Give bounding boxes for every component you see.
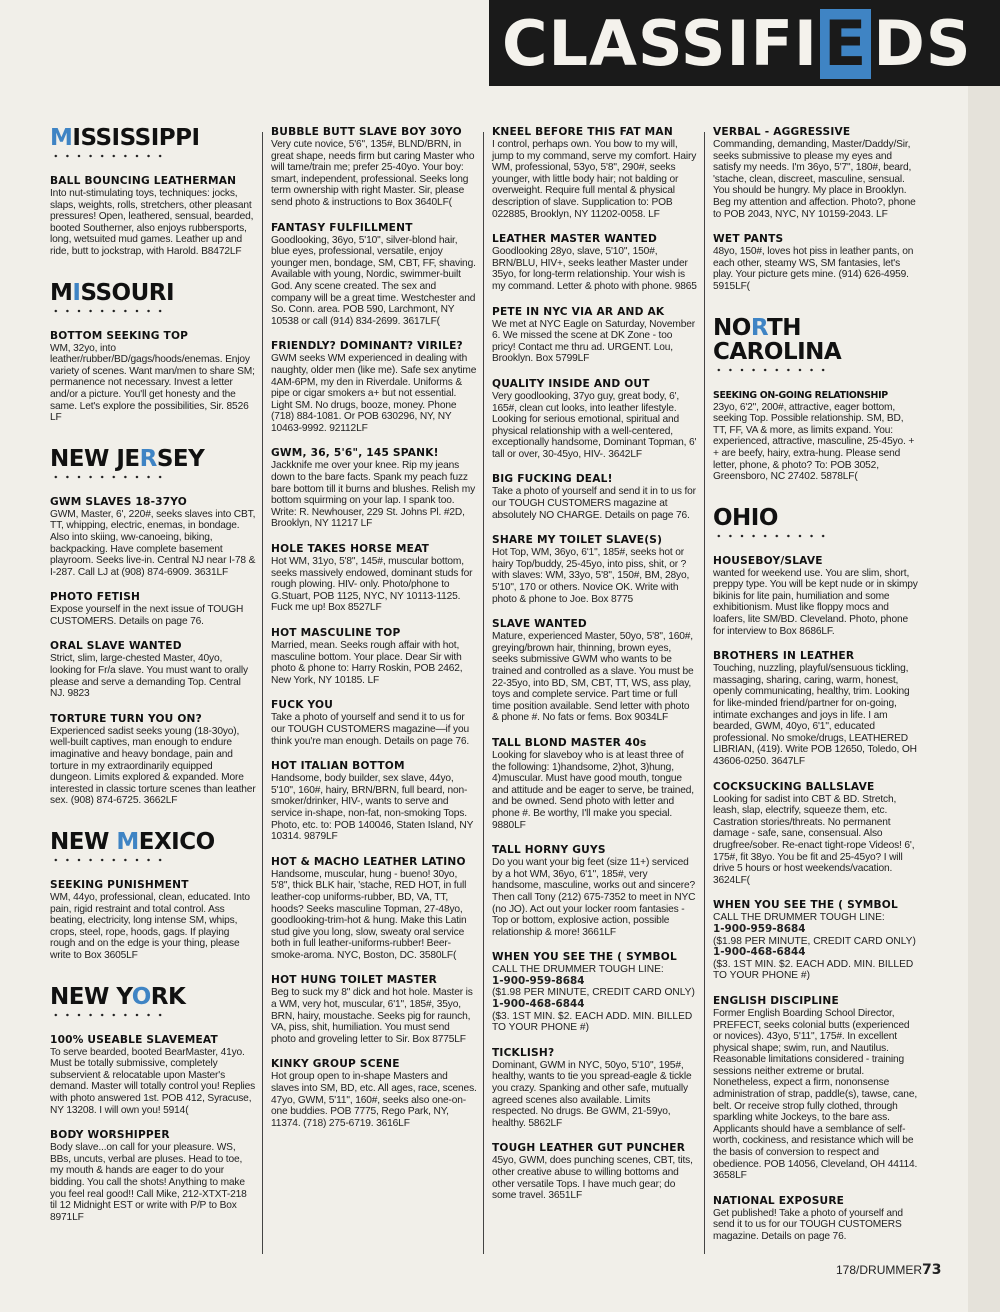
ad-body: We met at NYC Eagle on Saturday, November 6. We missed the scene at DK Zone - too pricy! Contact me thru ad. URGENT. Lou, Brooklyn. Box 5799LF xyxy=(492,318,695,365)
classified-ad xyxy=(271,1058,477,1129)
state-heading-part: M xyxy=(116,829,139,855)
phone-number: 1-900-959-8684 xyxy=(492,974,585,987)
ad-body: Strict, slim, large-chested Master, 40yo, looking for Fr/a slave. You must want to orally please and serve a demanding Top. Central NJ. 9823 xyxy=(50,653,248,700)
classified-ad xyxy=(271,856,477,962)
ad-headline: VERBAL - AGGRESSIVE xyxy=(713,126,851,138)
classified-ad xyxy=(492,378,698,461)
classified-ad xyxy=(50,175,256,258)
ad-body: Handsome, muscular, hung - bueno! 30yo, 5'8", thick BLK hair, 'stache, RED HOT, in full leather-cop uniforms-rubber, BD, VA, TT, hoods? Seeks masculine Topman, 27-48yo, goodlooking-trim-hot & hung. Make this Latin stud give you long, slow, sweaty oral service both in full leather-uniforms-rubber! Beer-smoke-aroma. NYC, Boston, DC. 3580LF( xyxy=(271,868,467,961)
classified-ad xyxy=(713,233,919,292)
state-heading-part: R xyxy=(750,314,767,341)
column-1 xyxy=(50,126,256,1236)
ad-headline: 100% USEABLE SLAVEMEAT xyxy=(50,1033,218,1046)
ad-headline: TOUGH LEATHER GUT PUNCHER xyxy=(492,1142,686,1155)
ad-headline: ENGLISH DISCIPLINE xyxy=(713,994,839,1007)
classified-ad xyxy=(713,389,919,483)
ad-headline: KNEEL BEFORE THIS FAT MAN xyxy=(492,126,673,138)
ad-headline: HOT HUNG TOILET MASTER xyxy=(271,974,437,987)
banner-letters: DS xyxy=(873,7,972,80)
classified-ad xyxy=(492,473,698,521)
ad-body: Jackknife me over your knee. Rip my jeans down to the bare facts. Spank my peach fuzz bare bottom till it burns and blushes. Relish my bottom squirming on your lap. I spank too. Write: R. Newhouser, 229 St. Johns Pl. #2D, Brooklyn, NY 11217 LF xyxy=(271,460,476,530)
classified-ad xyxy=(271,627,477,686)
ad-body: Handsome, body builder, sex slave, 44yo, 5'10", 160#, hairy, BRN/BRN, full beard, non-smoker/drinker, HIV-, wants to serve and service in-shape, non-fat, non-smoking Tops. Photo, etc. to: POB 140046, Staten Island, NY 10314. 9879LF xyxy=(271,773,474,843)
classified-ad xyxy=(271,760,477,843)
state-heading-part: NO xyxy=(713,314,751,341)
dot-rule xyxy=(50,857,166,863)
classified-ad xyxy=(492,1142,698,1201)
ad-headline: FUCK YOU xyxy=(271,699,334,712)
ad-headline: QUALITY INSIDE AND OUT xyxy=(492,377,650,390)
classified-ad xyxy=(713,555,919,638)
ad-body: GWM seeks WM experienced in dealing with naughty, older men (like me). Safe sex anytime 4AM-6PM, my den in Riverdale. Uniforms & pipe or cigar smokers a+ but not essential. Light SM. No drugs, booze, money. Phone (718) 884-1081. Or POB 630296, NY, NY 10463-9992. 92112LF xyxy=(271,353,477,434)
ad-body: WM, 32yo, into leather/rubber/BD/gags/hoods/enemas. Enjoy variety of scenes. Want man/men to share SM; permanence not necessary. Invest a letter and/or a picture. You'll get honesty and the same. Let's explore the possibilities, Sir. 8526 LF xyxy=(50,342,255,424)
ad-headline: TALL HORNY GUYS xyxy=(492,844,606,857)
classified-ad xyxy=(492,306,698,365)
phone-line-notice xyxy=(713,899,919,982)
ad-body: GWM, Master, 6', 220#, seeks slaves into CBT, TT, whipping, electric, enemas, in bondage. Also into skiing, ww-canoeing, biking, backpacking. Have complete basement playroom. Seeks live-in. Central NJ near I-78 & I-287. Call LJ at (908) 874-6909. 3631LF xyxy=(50,508,256,578)
page-edge xyxy=(968,86,1000,1312)
ad-headline: FRIENDLY? DOMINANT? VIRILE? xyxy=(271,340,463,353)
ad-headline: HOT ITALIAN BOTTOM xyxy=(271,760,405,773)
ad-body: Experienced sadist seeks young (18-30yo), well-built captives, man enough to endure imaginative and heavy bondage, pain and torture in my extraordinarily equipped dungeon. Limits explored & expanded. More interested in classic torture scenes than leather sex. (908) 874-6725. 3662LF xyxy=(50,725,256,807)
ad-headline: KINKY GROUP SCENE xyxy=(271,1058,400,1071)
classified-ad xyxy=(713,650,919,767)
ad-body: I control, perhaps own. You bow to my will, jump to my command, serve my comfort. Hairy WM, professional, 53yo, 5'8", 290#, seeks younger, with little body hair; not balding or overweight. Require full mental & physical description of slave. Supplication to: POB 022885, Brooklyn, NY 11202-0058. LF xyxy=(492,139,697,220)
state-heading xyxy=(50,281,256,305)
classified-ad xyxy=(492,126,698,220)
phone-rate: ($1.98 PER MINUTE, CREDIT CARD ONLY) xyxy=(713,935,916,947)
state-heading xyxy=(50,830,256,854)
classifieds-title xyxy=(502,6,972,82)
phone-rate: ($3. 1ST MIN. $2. EACH ADD. MIN. BILLED TO YOUR PHONE #) xyxy=(713,958,914,982)
ad-headline: BUBBLE BUTT SLAVE BOY 30YO xyxy=(271,126,462,138)
classified-ad xyxy=(271,974,477,1045)
classified-ad xyxy=(271,447,477,530)
classified-ad xyxy=(50,879,256,962)
dot-rule xyxy=(50,474,166,480)
state-heading-part: NEW Y xyxy=(50,983,132,1010)
ad-headline: SLAVE WANTED xyxy=(492,618,587,631)
ad-headline: NATIONAL EXPOSURE xyxy=(713,1194,845,1207)
notice-intro: CALL THE DRUMMER TOUGH LINE: xyxy=(492,964,664,976)
state-heading xyxy=(50,985,256,1009)
ad-body: Hot WM, 31yo, 5'8", 145#, muscular bottom, seeks massively endowed, dominant studs for rough plowing. HIV- only. Photo/phone to G.Stuart, POB 1125, NYC, NY 10113-1125. Fuck me up! Box 8527LF xyxy=(271,556,473,614)
ad-body: Dominant, GWM in NYC, 50yo, 5'10", 195#, healthy, wants to tie you spread-eagle & tickle you crazy. Spanking and other safe, mutually agreed scenes also available. Limits respected. No drugs. Be GWM, 21-59yo, healthy. 5862LF xyxy=(492,1059,692,1129)
column-4 xyxy=(713,126,919,1256)
page-folio xyxy=(836,1262,942,1278)
ad-body: Very cute novice, 5'6", 135#, BLND/BRN, in great shape, needs firm but caring Master who will tame/train me; prefer 25-40yo. Your boy: smart, independent, professional. Seeks long term ownership with right Master. Sir, please send photo & instructions to Box 3640LF( xyxy=(271,139,475,208)
state-heading xyxy=(713,316,919,364)
ad-body: Expose yourself in the next issue of TOUGH CUSTOMERS. Details on page 76. xyxy=(50,604,244,627)
ad-headline: WET PANTS xyxy=(713,233,784,246)
ad-headline: BROTHERS IN LEATHER xyxy=(713,650,855,663)
state-heading-part: O xyxy=(131,983,151,1010)
ad-body: Commanding, demanding, Master/Daddy/Sir, seeks submissive to please my eyes and satisfy my needs. I'm 36yo, 5'7", 180#, beard, 'stache, clean, discreet, masculine, sensual. You should be hungry. My place in Brooklyn. Beg my attention and affection. Photo?, phone to POB 2043, NYC, NY 10159-2043. LF xyxy=(713,139,916,220)
column-3 xyxy=(492,126,698,1215)
state-heading-part: NEW JE xyxy=(50,445,140,472)
ad-headline: BOTTOM SEEKING TOP xyxy=(50,329,189,342)
state-heading-part: M xyxy=(50,279,73,306)
ad-body: 23yo, 6'2", 200#, attractive, eager bottom, seeking Top. Possible relationship. SM, BD, TT, FF, VA & more, as limits expand. You: experienced, attractive, masculine, 25-45yo. + + are beefy, hairy, extra-hung. Please send letter, phone, & photo? To: POB 3052, Greensboro, NC 27402. 5878LF( xyxy=(713,401,915,483)
classified-ad xyxy=(492,618,698,724)
ad-headline: BIG FUCKING DEAL! xyxy=(492,473,613,486)
ad-body: 45yo, GWM, does punching scenes, CBT, tits, other creative abuse to willing bottoms and other versatile Tops. I have much gear; do some travel. 3651LF xyxy=(492,1155,693,1202)
ad-headline: COCKSUCKING BALLSLAVE xyxy=(713,780,875,793)
classified-ad xyxy=(50,330,256,424)
state-heading-part: M xyxy=(50,125,73,151)
ad-body: Beg to suck my 8" dick and hot hole. Master is a WM, very hot, muscular, 6'1", 185#, 35yo, BRN, hairy, moustache. Seeks pig for raunch, VA, piss, shit, humiliation. You must send photo and groveling letter to Sir. Box 8775LF xyxy=(271,987,473,1045)
ad-headline: TICKLISH? xyxy=(492,1046,555,1059)
phone-line-notice xyxy=(492,951,698,1034)
issue-label: 178/DRUMMER xyxy=(836,1263,923,1277)
classified-ad xyxy=(50,591,256,627)
classified-ad xyxy=(50,496,256,579)
phone-number: 1-900-468-6844 xyxy=(492,998,585,1011)
state-heading xyxy=(50,447,256,471)
classified-ad xyxy=(713,1195,919,1243)
ad-body: Former English Boarding School Director, PREFECT, seeks colonial butts (experienced or novices). 43yo, 5'11", 175#. In excellent physical shape; swim, run, and Nautilus. Reasonable limitations considered - training sessions neither extreme or brutal. Nonetheless, expect a firm, nononsense administration of strap, paddle(s), tawse, cane, belt. Or receive strop fully clothed, through sparkling white Jockeys, to the bare ass. Applicants should have a semblance of self-worth, cockiness, and resistance which will be the basis of conversion to respect and obedience. POB 14056, Cleveland, OH 44114. 3658LF xyxy=(713,1007,918,1182)
state-heading-part: EXICO xyxy=(138,829,215,855)
state-heading-part: TH CAROLINA xyxy=(713,314,842,365)
ad-headline: ORAL SLAVE WANTED xyxy=(50,640,182,653)
state-heading-part: SEY xyxy=(156,445,205,472)
phone-number: 1-900-468-6844 xyxy=(713,946,806,959)
ad-headline: GWM SLAVES 18-37YO xyxy=(50,495,188,508)
classified-ad xyxy=(492,844,698,938)
ad-headline: LEATHER MASTER WANTED xyxy=(492,233,657,246)
classified-ad xyxy=(492,1047,698,1130)
ad-body: WM, 44yo, professional, clean, educated. Into pain, rigid restraint and total control. Ass beating, electricity, long intense SM, whips, crops, steel, rope, hoods, gags. If playing rough and on the edge is your thing, please write to Box 3605LF xyxy=(50,892,250,961)
classified-ad xyxy=(271,699,477,747)
ad-body: Do you want your big feet (size 11+) serviced by a hot WM, 36yo, 6'1", 185#, very handsome, masculine, works out and sincere? Then call Tony (212) 675-7352 to meet in NYC (no JO). Act out your locker room fantasies - Top or bottom, explosive action, possible relationship & more! 3661LF xyxy=(492,857,696,938)
ad-body: Touching, nuzzling, playful/sensuous tickling, massaging, sharing, caring, warm, honest, openly communicating, healthy, trim. Looking for like-minded friend/partner for on-going, intimate exchanges and joys in life. I am bearded, GWM, 40yo, 6'1", educated professional. No smoke/drugs, LEATHERED LIBRIAN, (419). Write POB 12650, Toledo, OH 43606-0250. 3647LF xyxy=(713,663,917,767)
ad-body: Goodlooking, 36yo, 5'10", silver-blond hair, blue eyes, professional, versatile, enjoy younger men, bondage, SM, CBT, FF, shaving. Available with young, Nordic, swimmer-built God. Any scene created. The sex and company will be a great time. Westchester and So. Conn. area. POB 590, Larchmont, NY 10538 or call (914) 834-2699. 3617LF( xyxy=(271,234,476,327)
ad-headline: PHOTO FETISH xyxy=(50,591,141,604)
ad-headline: SHARE MY TOILET SLAVE(S) xyxy=(492,534,663,547)
notice-intro: CALL THE DRUMMER TOUGH LINE: xyxy=(713,912,885,924)
classified-ad xyxy=(713,126,919,220)
ad-headline: BODY WORSHIPPER xyxy=(50,1129,170,1142)
state-heading-part: R xyxy=(139,445,157,472)
ad-body: Married, mean. Seeks rough affair with hot, masculine bottom. Your place. Dear Sir with photo & phone to: Harry Roskin, POB 2462, New York, NY 10185. LF xyxy=(271,640,463,686)
page-number: 73 xyxy=(922,1262,942,1278)
ad-body: Very goodlooking, 37yo guy, great body, 6', 165#, clean cut looks, into leather lifestyle. Looking for serious emotional, spiritual and physical relationship with a well-centered, exceptionally handsome, Dominant Topman, 6' tall or over, 30-45yo, HIV-. 3642LF xyxy=(492,390,697,460)
ad-headline: HOT & MACHO LEATHER LATINO xyxy=(271,855,466,868)
state-heading-part: RK xyxy=(150,983,186,1010)
classified-ad xyxy=(271,543,477,614)
dot-rule xyxy=(50,308,166,314)
column-divider xyxy=(262,132,263,1254)
classified-ad xyxy=(492,737,698,831)
classified-ad xyxy=(50,1034,256,1117)
state-heading-part: OHIO xyxy=(713,504,778,531)
phone-number: 1-900-959-8684 xyxy=(713,922,806,935)
ad-body: Mature, experienced Master, 50yo, 5'8", 160#, greying/brown hair, thinning, brown eyes, seeks submissive GWM who wants to be trained and controlled as a slave. You must be 22-35yo, into BD, SM, CBT, TT, WS, ass play, toys and complete service. Part time or full time position available. Send letter with photo & phone #. No fats or fems. Box 9034LF xyxy=(492,631,694,724)
ad-headline: FANTASY FULFILLMENT xyxy=(271,221,413,234)
ad-body: Looking for slaveboy who is at least three of the following: 1)handsome, 2)hot, 3)hung, 4)muscular. Must have good mouth, tongue and attitude and be eager to serve, be trained, and be owned. Send photo with letter and phone #. Be worthy, I'll make you special. 9880LF xyxy=(492,749,694,831)
column-2 xyxy=(271,126,477,1142)
classified-ad xyxy=(50,713,256,807)
state-heading xyxy=(713,506,919,530)
state-heading-part: I xyxy=(72,279,81,306)
phone-rate: ($1.98 PER MINUTE, CREDIT CARD ONLY) xyxy=(492,987,695,999)
ad-headline: HOT MASCULINE TOP xyxy=(271,627,401,639)
ad-headline: TALL BLOND MASTER 40s xyxy=(492,736,647,749)
notice-headline: WHEN YOU SEE THE ( SYMBOL xyxy=(492,951,677,964)
state-heading-part: NEW xyxy=(50,829,117,855)
ad-body: 48yo, 150#, loves hot piss in leather pants, on each other, steamy WS, SM fantasies, let's play. Your picture gets mine. (914) 626-4959. 5915LF( xyxy=(713,246,914,292)
classified-ad xyxy=(271,222,477,328)
classified-ad xyxy=(713,995,919,1182)
classified-ad xyxy=(271,340,477,434)
classified-ad xyxy=(492,534,698,605)
ad-body: Take a photo of yourself and send it in to us for our TOUGH CUSTOMERS magazine at absolutely NO CHARGE. Details on page 76. xyxy=(492,486,696,521)
notice-headline: WHEN YOU SEE THE ( SYMBOL xyxy=(713,899,898,912)
classified-ad xyxy=(271,126,477,209)
ad-body: Hot group open to in-shape Masters and slaves into SM, BD, etc. All ages, race, scenes. 47yo, GWM, 5'11", 160#, seeks also one-on-one buddies. POB 7775, Rego Park, NY, 11374. (718) 275-6719. 3616LF xyxy=(271,1071,477,1129)
ad-body: wanted for weekend use. You are slim, short, preppy type. You will be kept nude or in skimpy bikinis for lite pain, humiliation and some exhibitionism. Must like floppy mocs and loafers, lite SM/BD. Cleveland. Photo, phone for interview to Box 8686LF. xyxy=(713,567,918,637)
column-divider xyxy=(483,132,484,1254)
column-divider xyxy=(704,132,705,1254)
dot-rule xyxy=(50,1012,166,1018)
state-heading-part: SSOURI xyxy=(80,279,175,306)
ad-body: Get published! Take a photo of yourself and send it to us for our TOUGH CUSTOMERS magazine. Details on page 76. xyxy=(713,1207,903,1242)
ad-headline: SEEKING PUNISHMENT xyxy=(50,879,189,891)
ad-body: Body slave...on call for your pleasure. WS, BBs, uncuts, verbal are pluses. Head to toe, my mouth & hands are eager to do your bidding. You call the shots! Anything to make you feel real good!! Call Mike, 212-XTXT-218 til 12 Midnight EST or write with P/P to Box 8971LF xyxy=(50,1142,247,1223)
ad-headline: PETE IN NYC VIA AR AND AK xyxy=(492,305,665,318)
ad-headline: BALL BOUNCING LEATHERMAN xyxy=(50,175,237,187)
banner-letters: E xyxy=(820,9,871,79)
ad-body: Looking for sadist into CBT & BD. Stretch, leash, slap, electrify, squeeze them, etc. Castration stories/threats. No permanent damage - safe, sane, consensual. Also drugfree/sober. Re-enact tight-rope Videos! 6', 175#, fit 38yo. You be fit and 25-45yo? I will drive 5 hours or host weekends/vacation. 3624LF( xyxy=(713,793,915,886)
ad-body: Goodlooking 28yo, slave, 5'10", 150#, BRN/BLU, HIV+, seeks leather Master under 35yo, for long-term relationship. Your wish is my command. Letter & photo with phone. 9865 xyxy=(492,246,697,292)
ad-body: Hot Top, WM, 36yo, 6'1", 185#, seeks hot or hairy Top/buddy, 25-45yo, into piss, shit, or ? with slaves: WM, 33yo, 5'8", 150#, BM, 28yo, 5'10", 170 or others. Novice OK. Write with photo & phone to Joe. Box 8775 xyxy=(492,547,690,605)
classified-ad xyxy=(50,1129,256,1223)
ad-headline: SEEKING ON-GOING RELATIONSHIP xyxy=(713,389,888,401)
ad-headline: TORTURE TURN YOU ON? xyxy=(50,712,202,725)
state-heading xyxy=(50,126,256,150)
dot-rule xyxy=(713,367,829,373)
dot-rule xyxy=(713,533,829,539)
ad-headline: HOUSEBOY/SLAVE xyxy=(713,554,823,567)
dot-rule xyxy=(50,153,166,159)
classified-ad xyxy=(492,233,698,292)
classified-ad xyxy=(713,781,919,887)
state-heading-part: ISSISSIPPI xyxy=(72,125,200,151)
ad-body: To serve bearded, booted BearMaster, 41yo. Must be totally submissive, completely subservient & relocatable upon Master's demand. Master will totally control you! Replies with photo answered 1st. POB 412, Syracuse, NY 13208. I will own you! 5914( xyxy=(50,1046,256,1116)
ad-headline: GWM, 36, 5'6", 145 SPANK! xyxy=(271,447,439,460)
ad-body: Take a photo of yourself and send it to us for our TOUGH CUSTOMERS magazine—if you think you're man enough. Details on page 76. xyxy=(271,712,470,747)
phone-rate: ($3. 1ST MIN. $2. EACH ADD. MIN. BILLED TO YOUR PHONE #) xyxy=(492,1010,693,1034)
classified-ad xyxy=(50,640,256,699)
banner-letters: CLASSIFI xyxy=(502,7,819,80)
ad-body: Into nut-stimulating toys, techniques: jocks, slaps, weights, rolls, stretchers, other pleasant pressures! Open, leathered, sensual, bearded, booted Southerner, also enjoys rubbersports, long, wetsuited mud games. Leather up and ride, butt to jockstrap, with Harold. B8472LF xyxy=(50,188,254,257)
ad-headline: HOLE TAKES HORSE MEAT xyxy=(271,543,430,556)
